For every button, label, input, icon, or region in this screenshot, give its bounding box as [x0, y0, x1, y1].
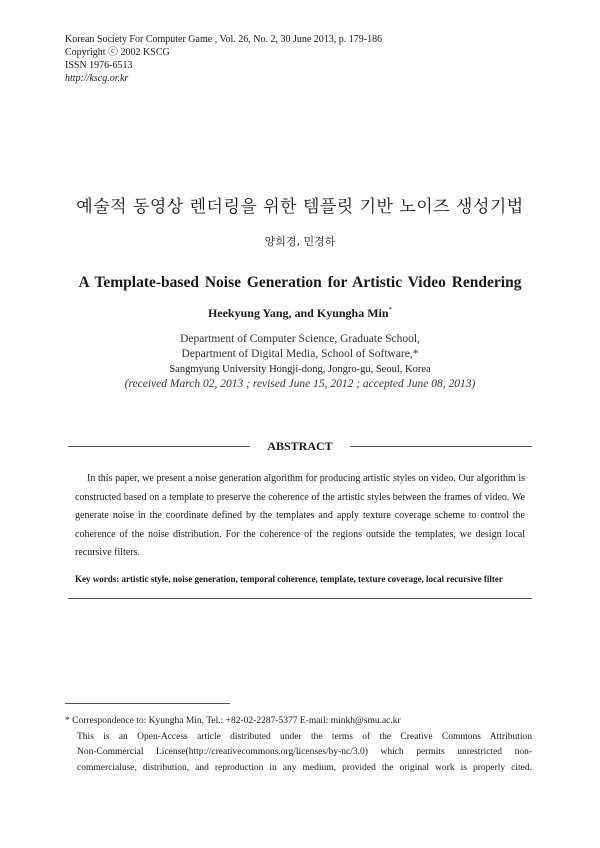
issn: ISSN 1976-6513	[65, 60, 133, 71]
authors-korean: 양희경, 민경하	[264, 235, 336, 248]
title-english: A Template-based Noise Generation for Artistic Video Rendering	[78, 274, 522, 291]
abstract-heading: ABSTRACT	[267, 439, 333, 453]
affiliations	[0, 332, 600, 392]
license-line-3: commercialuse, distribution, and reproduction in any medium, provided the original work is properly cited.	[77, 762, 532, 773]
corresponding-mark: *	[388, 306, 393, 314]
journal-header	[65, 33, 382, 85]
license-line-1: This is an Open-Access article distributed under the terms of the Creative Commons Attribution	[77, 731, 532, 742]
submission-dates: (received March 02, 2013 ; revised June 15, 2012 ; accepted June 08, 2013)	[124, 378, 476, 390]
affiliation-dept-media: Department of Digital Media, School of Software,*	[181, 348, 419, 360]
abstract-rule-left	[68, 446, 250, 447]
abstract-body: In this paper, we present a noise generation algorithm for producing artistic styles on video. Our algorithm is constructed based on a template to preserve the coherence of the artistic styles between the frames of video. We generate noise in the coordinate defined by the templates and apply texture coverage scheme to control the coherence of the noise distribution. For the coherence of the regions outside the templates, we design local recursive filters.	[75, 473, 525, 558]
footnote-rule	[65, 703, 230, 704]
authors-english	[0, 306, 600, 321]
authors-english-names: Heekyung Yang, and Kyungha Min	[207, 306, 389, 320]
keywords-rule	[68, 598, 532, 599]
affiliation-institution: Sangmyung University Hongji-dong, Jongro-gu, Seoul, Korea	[169, 364, 431, 375]
keywords: Key words: artistic style, noise generation, temporal coherence, template, texture coverage, local recursive filter	[75, 574, 503, 584]
title-korean: 예술적 동영상 렌더링을 위한 템플릿 기반 노이즈 생성기법	[76, 197, 524, 217]
affiliation-dept-cs: Department of Computer Science, Graduate School,	[180, 333, 420, 345]
copyright-notice: Copyright ⓒ 2002 KSCG	[65, 47, 170, 58]
journal-url[interactable]: http://kscg.or.kr	[65, 73, 129, 84]
correspondence-note: * Correspondence to: Kyungha Min, Tel.: +82-02-2287-5377 E-mail: minkh@smu.ac.kr	[65, 716, 401, 726]
license-line-2: Non-Commercial License(http://creativecommons.org/licenses/by-nc/3.0) which permits unrestricted non-	[77, 747, 532, 757]
abstract-rule-right	[350, 446, 532, 447]
footnote	[65, 714, 532, 776]
journal-citation: Korean Society For Computer Game , Vol. 26, No. 2, 30 June 2013, p. 179-186	[65, 34, 383, 45]
